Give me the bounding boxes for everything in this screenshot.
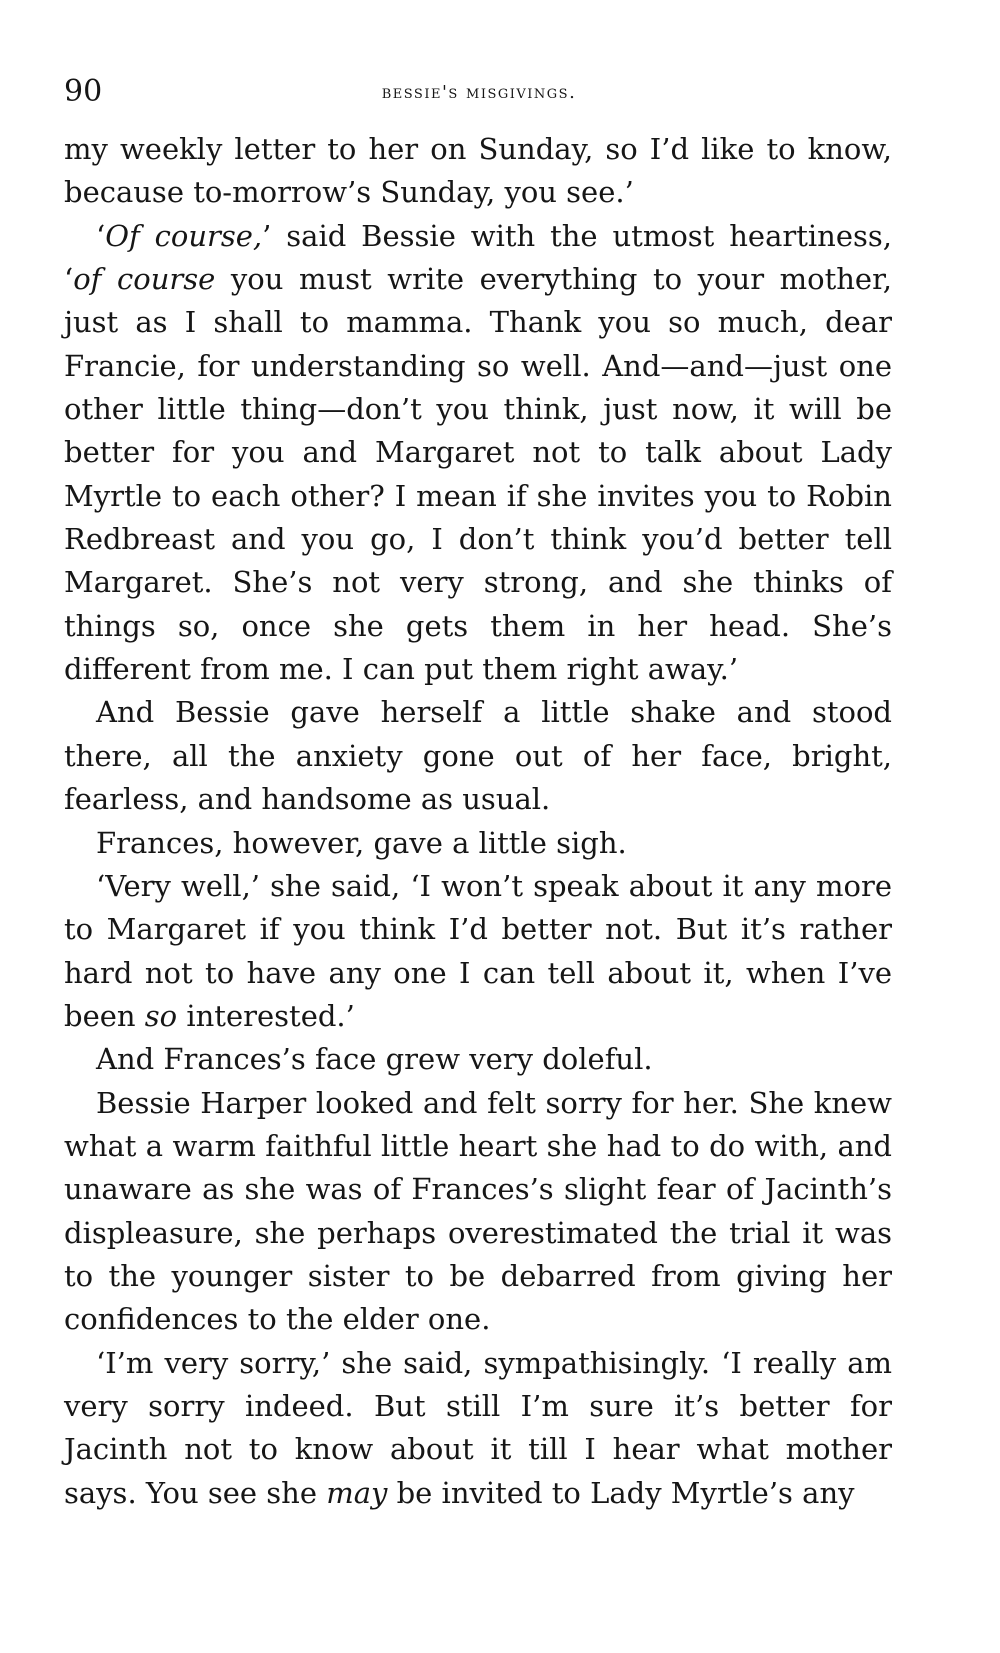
emphasis: Of course, xyxy=(105,218,263,253)
paragraph xyxy=(64,822,892,865)
paragraph xyxy=(64,865,892,1038)
body-text xyxy=(64,128,892,1515)
text-run: ‘Very well,’ she said, ‘I won’t speak about it any more to Margaret if you think I’d better not. But it’s rather hard not to have any one I can tell about it, when I’ve been xyxy=(64,868,892,1033)
text-run: ’ said Bessie with the utmost heartiness, ‘ xyxy=(64,218,892,297)
text-run: Bessie Harper looked and felt sorry for her. She knew what a warm faithful little heart she had to do with, and unaware as she was of Frances’s slight fear of Jacinth’s displeasure, she perhaps overestimated the trial it was to the younger sister to be debarred from giving her confidences to the elder one. xyxy=(64,1085,892,1337)
page-number: 90 xyxy=(64,74,103,109)
paragraph xyxy=(64,215,892,692)
emphasis: of course xyxy=(73,262,216,297)
text-run: And Frances’s face grew very doleful. xyxy=(96,1042,653,1077)
emphasis: so xyxy=(144,998,178,1033)
paragraph xyxy=(64,691,892,821)
paragraph xyxy=(64,1342,892,1515)
text-run: And Bessie gave herself a little shake and stood there, all the anxiety gone out of her face, bright, fearless, and handsome as usual. xyxy=(64,695,892,817)
text-run: be invited to Lady Myrtle’s any xyxy=(387,1475,855,1510)
paragraph xyxy=(64,1082,892,1342)
paragraph xyxy=(64,1038,892,1081)
running-title: bessie's misgivings. xyxy=(381,82,577,103)
emphasis: may xyxy=(326,1475,388,1510)
text-run: you must write everything to your mother, just as I shall to mamma. Thank you so much, dear Francie, for understanding so well. And—and—just one other little thing—don’t you think, just now, it will be better for you and Margaret not to talk about Lady Myrtle to each other? I mean if she invites you to Robin Redbreast and you go, I don’t think you’d better tell Margaret. She’s not very strong, and she thinks of things so, once she gets them in her head. She’s different from me. I can put them right away.’ xyxy=(64,262,892,687)
text-run: Frances, however, gave a little sigh. xyxy=(96,825,627,860)
paragraph xyxy=(64,128,892,215)
text-run: my weekly letter to her on Sunday, so I’d like to know, because to-morrow’s Sunday, you see.’ xyxy=(64,132,892,210)
text-run: ‘ xyxy=(96,218,106,253)
text-run: interested.’ xyxy=(177,998,355,1033)
page-header xyxy=(64,74,894,114)
text-run: ‘I’m very sorry,’ she said, sympathisingly. ‘I really am very sorry indeed. But still I’m sure it’s better for Jacinth not to know about it till I hear what mother says. You see she xyxy=(64,1345,892,1510)
